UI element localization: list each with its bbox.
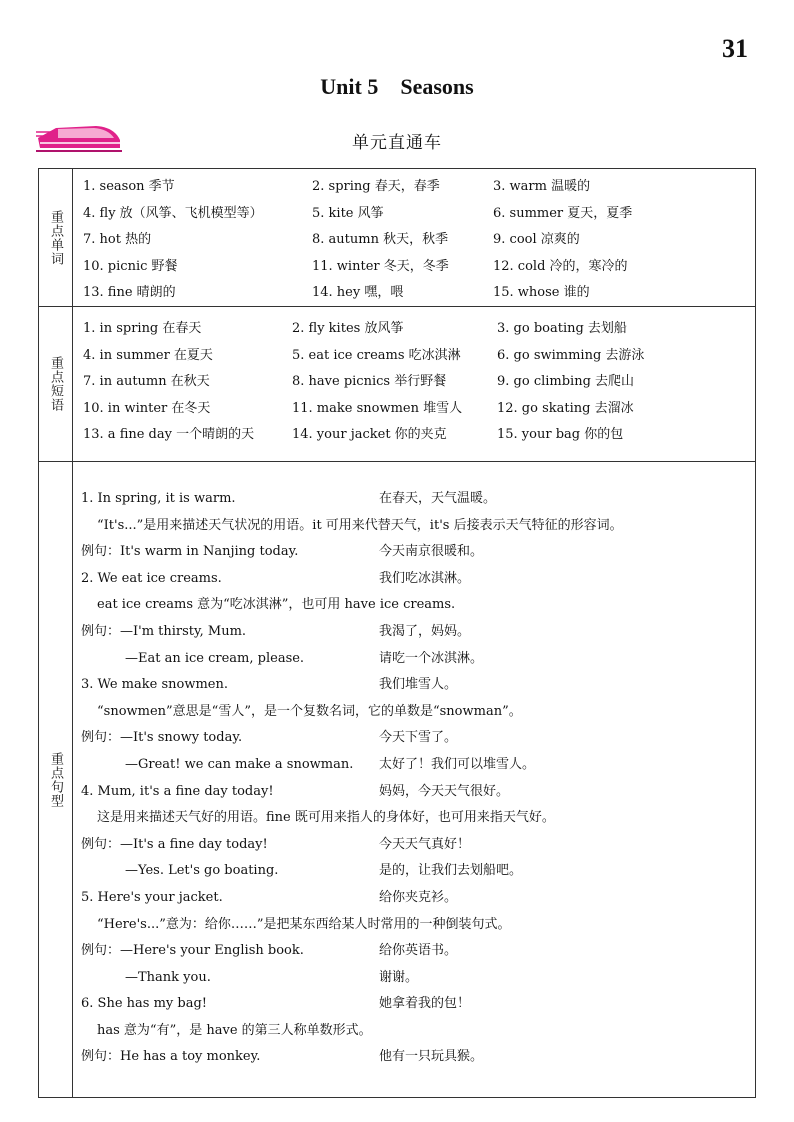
sentence-line [81,885,753,912]
word-item: 3. warm 温暖的 [493,179,591,194]
word-item: 13. fine 晴朗的 [83,285,176,300]
sentence-line [81,592,753,619]
word-item: 11. winter 冬天，冬季 [312,258,449,274]
sentence-text: 4. Mum, it's a fine day today! [81,783,274,799]
sentence-translation: 他有一只玩具猴。 [379,1049,484,1065]
word-item: 2. spring 春天，春季 [312,179,440,194]
sentence-text: 例句：—Here's your English book. [81,943,304,959]
phrase-item: 12. go skating 去溜冰 [497,400,634,416]
sentence-line [81,832,753,859]
phrase-item: 15. your bag 你的包 [497,427,624,442]
sentence-translation: 妈妈，今天天气很好。 [379,783,510,799]
phrase-item: 8. have picnics 举行野餐 [292,374,447,389]
phrase-item: 7. in autumn 在秋天 [83,374,210,389]
sentence-text: “It's...”是用来描述天气状况的用语。it 可用来代替天气，it's 后接表示天气特征的形容词。 [97,517,623,533]
sentence-text: —Great! we can make a snowman. [125,756,354,772]
sentence-text: “Here's...”意为：给你……”是把某东西给某人时常用的一种倒装句式。 [97,916,511,932]
word-item: 5. kite 风筝 [312,205,384,221]
phrase-item: 9. go climbing 去爬山 [497,374,635,389]
sentence-translation: 今天天气真好！ [379,836,471,852]
sentence-text: —Yes. Let's go boating. [125,863,279,879]
sentence-text: —Thank you. [125,969,211,985]
key-sentences-label: 重点句型 [39,462,73,1097]
sentence-translation: 给你英语书。 [379,943,458,959]
phrase-item: 4. in summer 在夏天 [83,347,213,363]
sentence-text: 3. We make snowmen. [81,677,228,693]
section-title: 单元直通车 [352,133,442,153]
word-item: 7. hot 热的 [83,232,152,247]
page-number: 31 [722,34,748,63]
sentence-text: “snowmen”意思是“雪人”，是一个复数名词，它的单数是“snowman”。 [97,703,522,719]
sentence-text: 例句：—It's a fine day today! [81,836,268,852]
word-item: 8. autumn 秋天，秋季 [312,232,449,247]
word-item: 15. whose 谁的 [493,285,590,300]
key-sentences-list [81,486,753,1071]
word-item: 6. summer 夏天，夏季 [493,205,633,221]
sentence-text: eat ice creams 意为“吃冰淇淋”，也可用 have ice creams. [97,597,456,613]
sentence-translation: 我们堆雪人。 [379,677,458,693]
sentence-line [81,805,753,832]
sentence-text: 例句：—I'm thirsty, Mum. [81,623,247,639]
study-table [38,168,756,1098]
sentence-translation: 今天下雪了。 [379,730,458,746]
sentence-line [81,513,753,540]
key-words-grid [83,174,751,307]
sentence-line [81,539,753,566]
sentence-line [81,1044,753,1071]
sentence-line [81,938,753,965]
word-item: 1. season 季节 [83,179,175,194]
sentence-text: 例句：—It's snowy today. [81,730,243,746]
phrase-item: 11. make snowmen 堆雪人 [292,400,463,416]
phrase-item: 13. a fine day 一个晴朗的天 [83,427,255,442]
sentence-text: 6. She has my bag! [81,996,207,1012]
key-words-row [39,169,755,307]
sentence-text: 例句：He has a toy monkey. [81,1049,261,1065]
word-item: 9. cool 凉爽的 [493,232,580,247]
sentence-text: 2. We eat ice creams. [81,570,222,586]
sentence-translation: 在春天，天气温暖。 [379,491,497,506]
word-item: 12. cold 冷的，寒冷的 [493,258,628,274]
sentence-line [81,752,753,779]
sentence-line [81,858,753,885]
phrase-item: 10. in winter 在冬天 [83,400,211,416]
sentence-translation: 是的，让我们去划船吧。 [379,863,523,879]
sentence-line [81,619,753,646]
sentence-translation: 太好了！我们可以堆雪人。 [379,756,536,772]
phrase-item: 14. your jacket 你的夹克 [292,427,447,442]
sentence-translation: 谢谢。 [379,969,419,985]
sentence-text: 5. Here's your jacket. [81,889,223,905]
sentence-translation: 请吃一个冰淇淋。 [379,650,484,666]
sentence-translation: 我渴了，妈妈。 [379,623,471,639]
sentence-translation: 今天南京很暖和。 [379,544,484,560]
sentence-text: 例句：It's warm in Nanjing today. [81,544,299,560]
sentence-line [81,1018,753,1045]
sentence-text: 1. In spring, it is warm. [81,491,236,506]
sentence-line [81,646,753,673]
sentence-line [81,965,753,992]
sentence-text: has 意为“有”，是 have 的第三人称单数形式。 [97,1022,372,1038]
sentence-line [81,672,753,699]
key-phrases-grid [83,316,751,449]
sentence-translation: 给你夹克衫。 [379,889,458,905]
sentence-translation: 我们吃冰淇淋。 [379,570,471,586]
key-sentences-row [39,462,755,1097]
sentence-text: 这是用来描述天气好的用语。fine 既可用来指人的身体好，也可用来指天气好。 [97,810,555,826]
word-item: 10. picnic 野餐 [83,258,178,274]
word-item: 4. fly 放（风筝、飞机模型等） [83,205,263,221]
key-words-label: 重点单词 [39,169,73,306]
unit-title: Unit 5 Seasons [320,74,474,99]
sentence-line [81,779,753,806]
key-phrases-row [39,307,755,462]
sentence-line [81,912,753,939]
phrase-item: 6. go swimming 去游泳 [497,347,645,363]
sentence-text: —Eat an ice cream, please. [125,650,305,666]
key-phrases-label: 重点短语 [39,307,73,461]
sentence-line [81,486,753,513]
sentence-line [81,725,753,752]
sentence-line [81,991,753,1018]
sentence-line [81,566,753,593]
phrase-item: 5. eat ice creams 吃冰淇淋 [292,347,461,363]
sentence-translation: 她拿着我的包！ [379,996,471,1012]
word-item: 14. hey 嘿，喂 [312,285,404,300]
sentence-line [81,699,753,726]
phrase-item: 1. in spring 在春天 [83,321,202,336]
phrase-item: 3. go boating 去划船 [497,321,627,336]
phrase-item: 2. fly kites 放风筝 [292,321,404,336]
